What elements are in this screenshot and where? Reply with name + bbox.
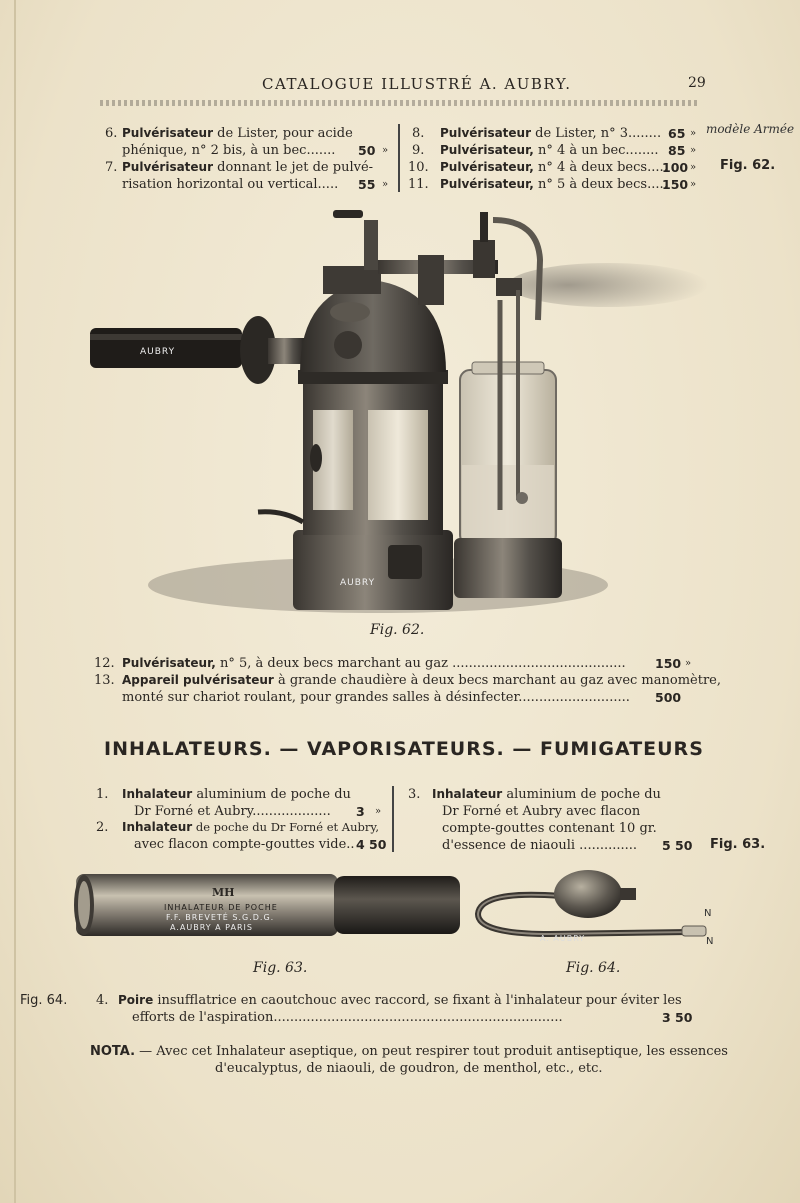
page-number: 29	[688, 75, 706, 91]
inhal-2-line2: avec flacon compte-gouttes vide..	[134, 837, 355, 852]
item-10-price: 100	[662, 160, 689, 175]
item-12-price: 150	[655, 656, 682, 671]
item-6-price: 50	[358, 143, 376, 158]
inhal-3-price: 5 50	[662, 838, 693, 853]
inhaler-label-2: F.F. BREVETÉ S.G.D.G.	[166, 913, 275, 922]
item-11-price: 150	[662, 177, 689, 192]
item-8-price: 65	[668, 126, 686, 141]
brace-divider	[398, 124, 400, 192]
item-10-text: Pulvérisateur, n° 4 à deux becs.....	[440, 160, 668, 175]
item-7-unit: »	[382, 179, 389, 190]
page-header	[0, 75, 800, 95]
item-6-number: 6.	[105, 126, 118, 141]
item-8-unit: »	[690, 128, 697, 139]
item-4-number: 4.	[96, 993, 109, 1008]
item-9-price: 85	[668, 143, 686, 158]
catalogue-title: CATALOGUE ILLUSTRÉ A. AUBRY.	[262, 75, 572, 93]
inhal-1-unit: »	[375, 806, 382, 817]
item-9-number: 9.	[412, 143, 425, 158]
item-4-price: 3 50	[662, 1010, 693, 1025]
item-7-line1: Pulvérisateur donnant le jet de pulvé-	[122, 160, 374, 175]
item-8-text: Pulvérisateur de Lister, n° 3........	[440, 126, 662, 141]
inhal-3-number: 3.	[408, 787, 421, 802]
item-12-number: 12.	[94, 656, 115, 671]
bulb-mark-n2: N	[706, 936, 714, 947]
inhal-2-number: 2.	[96, 820, 109, 835]
item-4-line1: Poire insufflatrice en caoutchouc avec raccord, se fixant à l'inhalateur pour éviter les	[118, 993, 682, 1008]
inhal-2-price: 4 50	[356, 837, 387, 852]
nota-line1: NOTA. — Avec cet Inhalateur aseptique, on peut respirer tout produit antiseptique, les essences	[90, 1044, 728, 1059]
inhal-3-line2: Dr Forné et Aubry avec flacon	[442, 804, 641, 819]
fig-64-reference: Fig. 64.	[20, 993, 68, 1008]
page-binding-edge	[14, 0, 16, 1203]
inhal-3-line1: Inhalateur aluminium de poche du	[432, 787, 661, 802]
handle-brand-text: AUBRY	[140, 347, 176, 357]
inhal-1-number: 1.	[96, 787, 109, 802]
item-11-text: Pulvérisateur, n° 5 à deux becs.....	[440, 177, 668, 192]
handwritten-note: modèle Armée	[706, 122, 795, 136]
brace-divider-inhal	[392, 786, 394, 852]
base-brand-text: AUBRY	[340, 578, 376, 588]
header-rule	[100, 100, 700, 106]
item-8-number: 8.	[412, 126, 425, 141]
item-13-price: 500	[655, 690, 682, 705]
figure-64-caption: Fig. 64.	[566, 960, 621, 976]
item-13-line1: Appareil pulvérisateur à grande chaudière à deux becs marchant au gaz avec manomètre,	[122, 673, 721, 688]
item-6-line2: phénique, n° 2 bis, à un bec.......	[122, 143, 336, 158]
item-9-unit: »	[690, 145, 697, 156]
inhal-1-price: 3	[356, 804, 365, 819]
inhal-1-line2: Dr Forné et Aubry...................	[134, 804, 331, 819]
item-6-line1: Pulvérisateur de Lister, pour acide	[122, 126, 353, 141]
inhal-3-line4: d'essence de niaouli ..............	[442, 838, 638, 853]
inhaler-label-1: INHALATEUR DE POCHE	[164, 903, 278, 912]
item-11-number: 11.	[408, 177, 429, 192]
section-heading-inhalateurs: INHALATEURS. — VAPORISATEURS. — FUMIGATEURS	[104, 738, 704, 760]
item-4-line2: efforts de l'aspiration......................................................................	[132, 1010, 563, 1025]
figure-62-pulverisateur-illustration	[88, 200, 708, 620]
item-6-unit: »	[382, 145, 389, 156]
figure-64-insufflator-bulb-illustration	[470, 868, 720, 948]
inhal-1-line1: Inhalateur aluminium de poche du	[122, 787, 351, 802]
fig-62-reference: Fig. 62.	[720, 158, 776, 173]
figure-63-caption: Fig. 63.	[253, 960, 308, 976]
bulb-brand-text: A. AUBRY	[540, 934, 586, 943]
bulb-mark-n1: N	[704, 908, 712, 919]
nota-line2: d'eucalyptus, de niaouli, de goudron, de menthol, etc., etc.	[215, 1061, 603, 1076]
inhaler-monogram: MH	[212, 886, 235, 899]
item-12-unit: »	[685, 658, 692, 669]
item-7-price: 55	[358, 177, 376, 192]
item-11-unit: »	[690, 179, 697, 190]
inhal-2-line1: Inhalateur de poche du Dr Forné et Aubry,	[122, 820, 379, 834]
figure-62-caption: Fig. 62.	[370, 622, 425, 638]
item-7-line2: risation horizontal ou vertical.....	[122, 177, 339, 192]
item-7-number: 7.	[105, 160, 118, 175]
item-13-line2: monté sur chariot roulant, pour grandes salles à désinfecter...........................	[122, 690, 630, 705]
inhal-3-line3: compte-gouttes contenant 10 gr.	[442, 821, 657, 836]
item-10-number: 10.	[408, 160, 429, 175]
item-13-number: 13.	[94, 673, 115, 688]
inhaler-label-3: A.AUBRY A PARIS	[170, 923, 253, 932]
figure-63-pocket-inhaler-illustration	[72, 868, 464, 940]
item-12-text: Pulvérisateur, n° 5, à deux becs marchant au gaz ..........................................	[122, 656, 626, 671]
item-10-unit: »	[690, 162, 697, 173]
item-9-text: Pulvérisateur, n° 4 à un bec........	[440, 143, 659, 158]
fig-63-reference: Fig. 63.	[710, 837, 766, 852]
